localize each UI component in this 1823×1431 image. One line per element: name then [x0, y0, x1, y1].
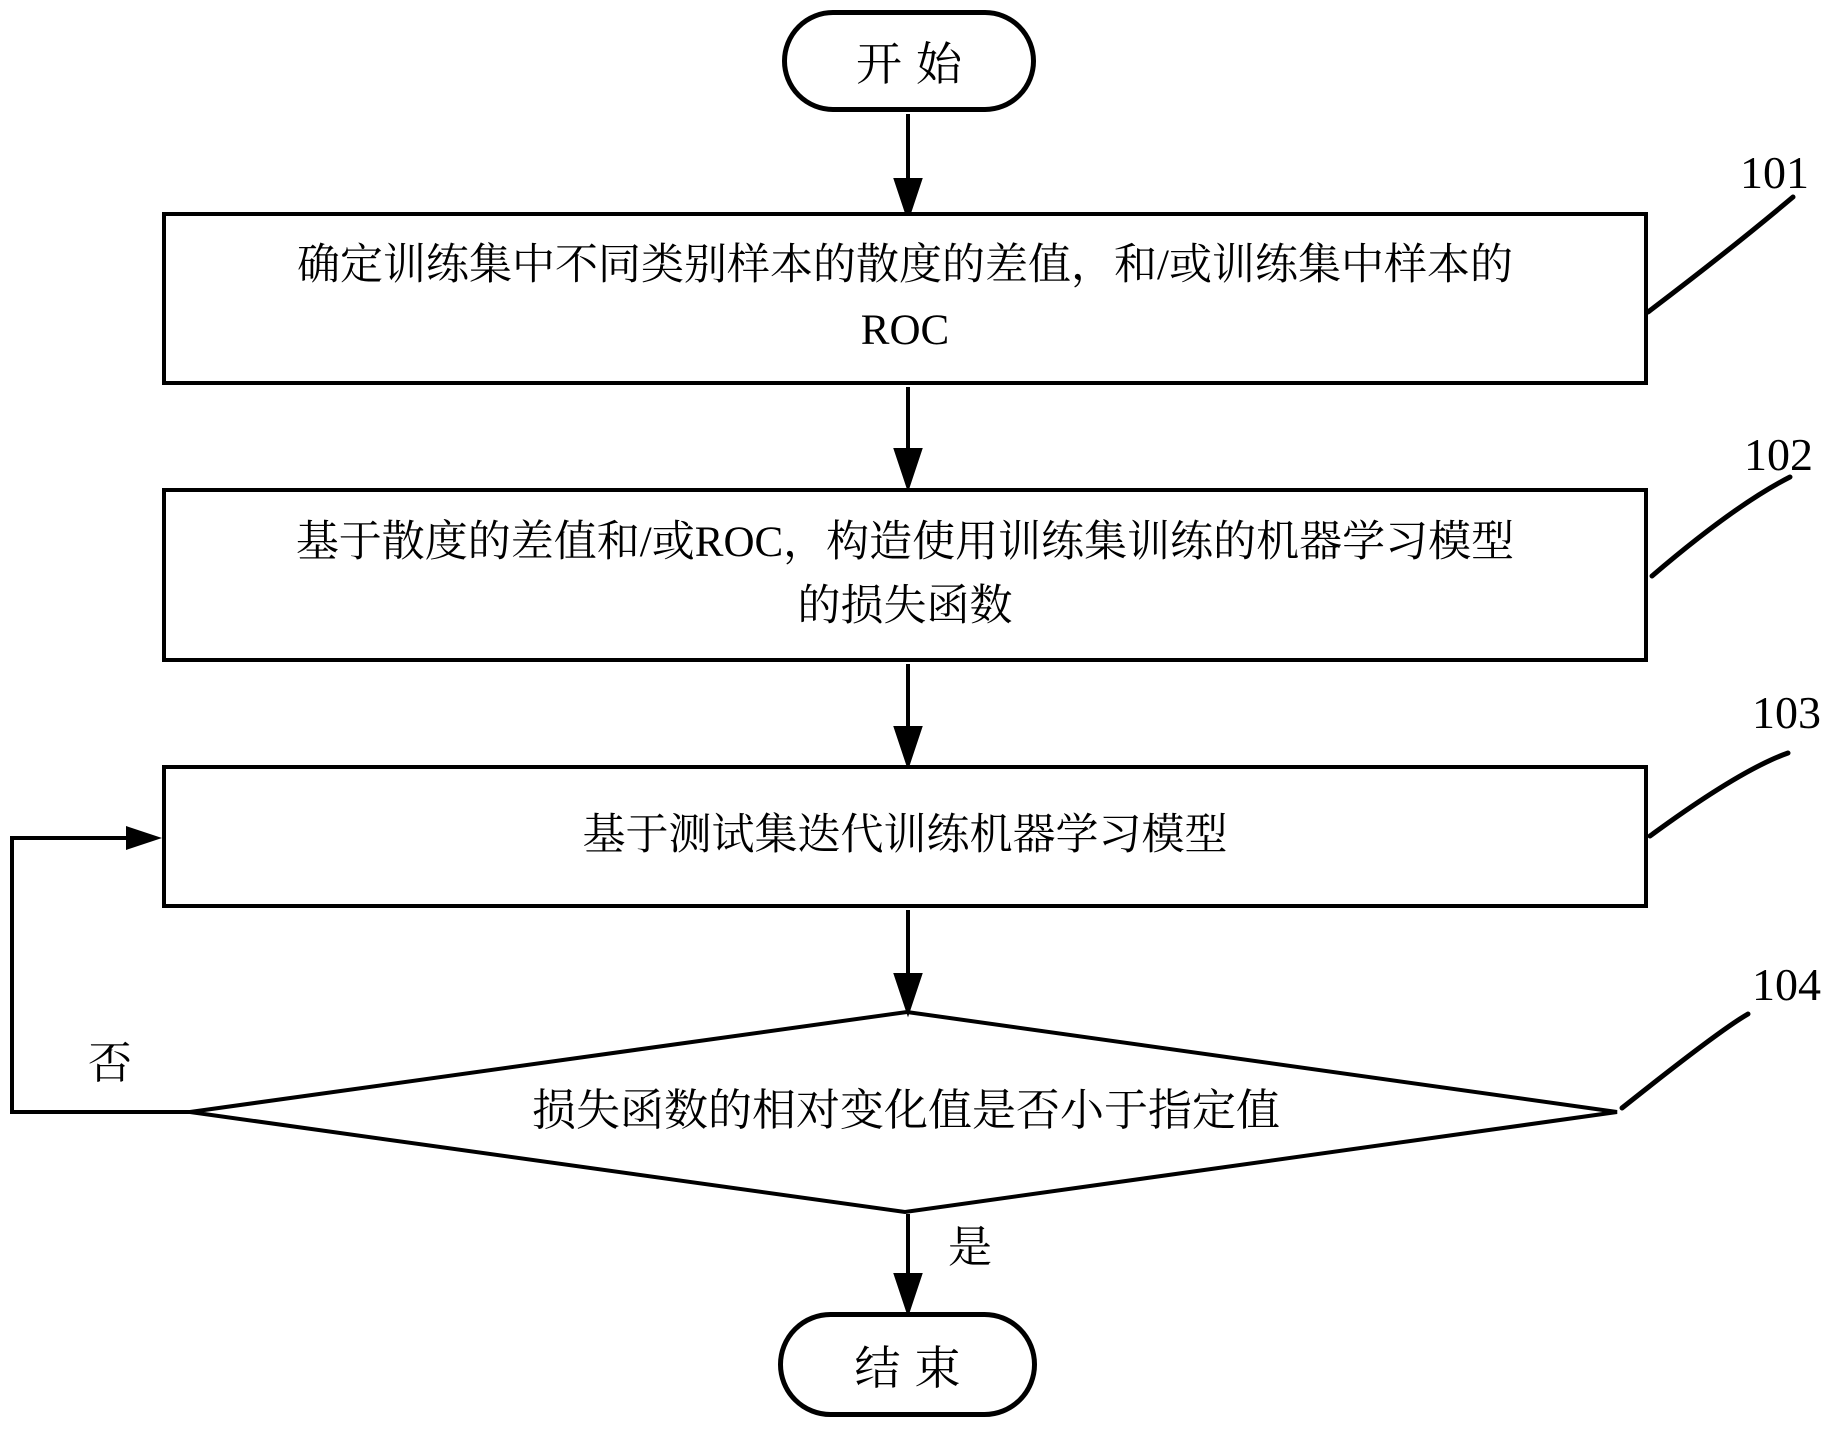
- no-branch-label: 否: [88, 1039, 132, 1088]
- process-box-102-line-2: 的损失函数: [797, 583, 1013, 630]
- yes-branch-label: 是: [948, 1223, 992, 1272]
- start-terminal: [782, 10, 1036, 112]
- end-terminal-label: 结束: [854, 1342, 975, 1394]
- process-box-103: [162, 765, 1648, 908]
- process-box-101: [162, 212, 1648, 385]
- leader-hook-104: [1622, 1014, 1748, 1108]
- process-box-103-line-1: 基于测试集迭代训练机器学习模型: [582, 812, 1228, 860]
- arrowhead-102-to-103: [896, 728, 920, 764]
- start-terminal-label: 开始: [856, 39, 976, 90]
- process-box-101-line-2: ROC: [860, 306, 950, 354]
- process-box-101-line-1: 确定训练集中不同类别样本的散度的差值，和/或训练集中样本的: [297, 242, 1513, 289]
- leader-hook-101: [1648, 197, 1793, 312]
- process-box-102: [162, 488, 1648, 662]
- ref-label-101: 101: [1740, 147, 1809, 198]
- ref-label-104: 104: [1752, 959, 1821, 1010]
- loopback-arrowhead: [126, 826, 162, 850]
- end-terminal: [778, 1312, 1037, 1417]
- decision-text: 损失函数的相对变化值是否小于指定值: [532, 1086, 1280, 1135]
- arrowhead-start-to-101: [896, 180, 920, 216]
- leader-hook-103: [1650, 753, 1788, 836]
- ref-label-103: 103: [1752, 687, 1821, 738]
- arrowhead-103-to-decision: [896, 975, 920, 1011]
- ref-label-102: 102: [1744, 429, 1813, 480]
- arrowhead-101-to-102: [896, 450, 920, 486]
- leader-hook-102: [1652, 477, 1790, 576]
- process-box-102-line-1: 基于散度的差值和/或ROC，构造使用训练集训练的机器学习模型: [295, 518, 1515, 566]
- arrowhead-decision-to-end: [896, 1275, 920, 1311]
